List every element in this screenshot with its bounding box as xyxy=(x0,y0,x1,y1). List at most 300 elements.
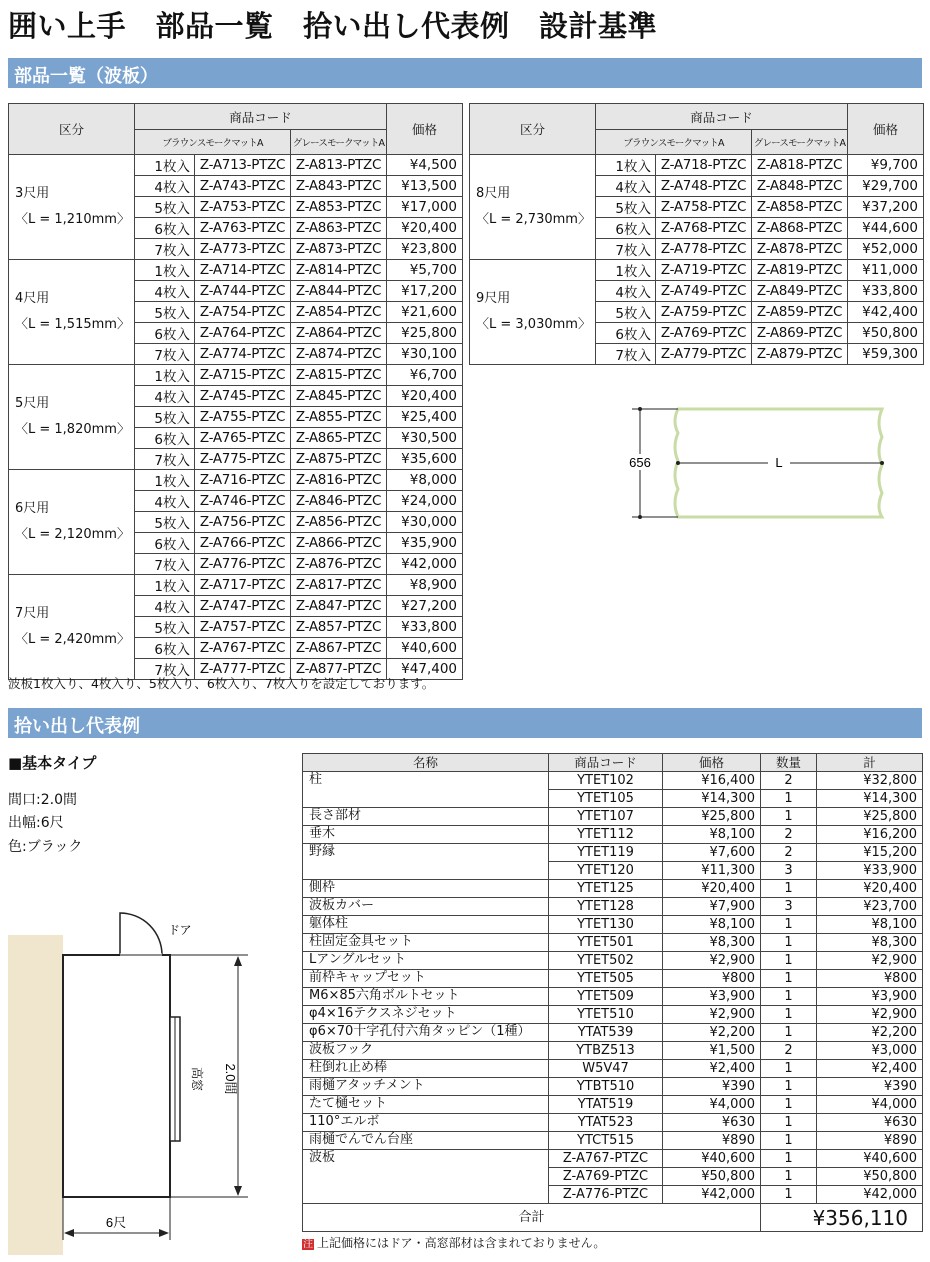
item-price: ¥800 xyxy=(663,970,761,988)
brown-code: Z-A718-PTZC xyxy=(656,155,752,176)
brown-code: Z-A766-PTZC xyxy=(195,533,291,554)
total-label: 合計 xyxy=(303,1204,761,1232)
item-code: YTAT523 xyxy=(549,1114,663,1132)
brown-code: Z-A747-PTZC xyxy=(195,596,291,617)
pack-count: 1枚入 xyxy=(135,365,195,386)
item-total: ¥50,800 xyxy=(817,1168,923,1186)
price: ¥33,800 xyxy=(848,281,924,302)
gray-code: Z-A819-PTZC xyxy=(752,260,848,281)
table-row xyxy=(9,155,463,176)
pack-count: 6枚入 xyxy=(135,218,195,239)
dim-dot xyxy=(676,461,680,465)
item-name: 長さ部材 xyxy=(303,808,549,826)
brown-code: Z-A773-PTZC xyxy=(195,239,291,260)
item-total: ¥14,300 xyxy=(817,790,923,808)
header-price: 価格 xyxy=(848,104,924,155)
brown-code: Z-A763-PTZC xyxy=(195,218,291,239)
brown-code: Z-A767-PTZC xyxy=(195,638,291,659)
price: ¥33,800 xyxy=(387,617,463,638)
pack-count: 1枚入 xyxy=(135,575,195,596)
total-row xyxy=(303,1204,923,1232)
item-code: YTET509 xyxy=(549,988,663,1006)
item-name: 柱 xyxy=(303,772,549,808)
item-qty: 2 xyxy=(761,772,817,790)
price: ¥44,600 xyxy=(848,218,924,239)
price: ¥35,600 xyxy=(387,449,463,470)
item-total: ¥2,900 xyxy=(817,952,923,970)
item-name: 110°エルボ xyxy=(303,1114,549,1132)
group-name: 3尺用 xyxy=(15,186,50,201)
price: ¥8,000 xyxy=(387,470,463,491)
item-qty: 1 xyxy=(761,1114,817,1132)
gray-code: Z-A853-PTZC xyxy=(291,197,387,218)
grand-total: ¥356,110 xyxy=(761,1204,923,1232)
item-price: ¥3,900 xyxy=(663,988,761,1006)
item-total: ¥2,900 xyxy=(817,1006,923,1024)
group-cell xyxy=(9,155,135,260)
price: ¥37,200 xyxy=(848,197,924,218)
item-price: ¥2,900 xyxy=(663,952,761,970)
item-qty: 2 xyxy=(761,1042,817,1060)
price: ¥5,700 xyxy=(387,260,463,281)
group-cell xyxy=(9,260,135,365)
items-header-total: 計 xyxy=(817,754,923,772)
price: ¥20,400 xyxy=(387,386,463,407)
item-total: ¥16,200 xyxy=(817,826,923,844)
pack-count: 7枚入 xyxy=(135,344,195,365)
brown-code: Z-A758-PTZC xyxy=(656,197,752,218)
group-length: 〈L = 1,210mm〉 xyxy=(15,212,130,227)
dim-dot xyxy=(638,407,642,411)
header-brown: ブラウンスモークマットA xyxy=(596,130,752,155)
header-product-code: 商品コード xyxy=(135,104,387,130)
item-code: YTBZ513 xyxy=(549,1042,663,1060)
item-qty: 1 xyxy=(761,1024,817,1042)
brown-code: Z-A717-PTZC xyxy=(195,575,291,596)
table-row xyxy=(303,1114,923,1132)
price: ¥30,500 xyxy=(387,428,463,449)
item-price: ¥40,600 xyxy=(663,1150,761,1168)
gray-code: Z-A858-PTZC xyxy=(752,197,848,218)
footnote-text: 上記価格にはドア・高窓部材は含まれておりません。 xyxy=(317,1236,606,1250)
footnote-mark: 注 xyxy=(303,1239,313,1250)
table-row xyxy=(303,880,923,898)
item-total: ¥42,000 xyxy=(817,1186,923,1204)
item-qty: 1 xyxy=(761,1060,817,1078)
price: ¥59,300 xyxy=(848,344,924,365)
group-length: 〈L = 1,515mm〉 xyxy=(15,317,130,332)
item-total: ¥40,600 xyxy=(817,1150,923,1168)
item-total: ¥32,800 xyxy=(817,772,923,790)
group-name: 6尺用 xyxy=(15,501,50,516)
item-qty: 1 xyxy=(761,1132,817,1150)
item-price: ¥16,400 xyxy=(663,772,761,790)
item-name: 波板 xyxy=(303,1150,549,1204)
item-qty: 1 xyxy=(761,880,817,898)
price: ¥8,900 xyxy=(387,575,463,596)
item-name: 柱固定金具セット xyxy=(303,934,549,952)
brown-code: Z-A714-PTZC xyxy=(195,260,291,281)
item-code: YTCT515 xyxy=(549,1132,663,1150)
price: ¥25,400 xyxy=(387,407,463,428)
brown-code: Z-A719-PTZC xyxy=(656,260,752,281)
brown-code: Z-A713-PTZC xyxy=(195,155,291,176)
pack-count: 5枚入 xyxy=(135,407,195,428)
pack-count: 7枚入 xyxy=(135,449,195,470)
price: ¥20,400 xyxy=(387,218,463,239)
gray-code: Z-A845-PTZC xyxy=(291,386,387,407)
price: ¥25,800 xyxy=(387,323,463,344)
table-row xyxy=(303,1078,923,1096)
table-row xyxy=(303,1150,923,1168)
gray-code: Z-A813-PTZC xyxy=(291,155,387,176)
item-code: Z-A767-PTZC xyxy=(549,1150,663,1168)
item-total: ¥800 xyxy=(817,970,923,988)
brown-code: Z-A774-PTZC xyxy=(195,344,291,365)
item-qty: 1 xyxy=(761,1168,817,1186)
group-length: 〈L = 2,120mm〉 xyxy=(15,527,130,542)
item-qty: 1 xyxy=(761,1078,817,1096)
item-qty: 1 xyxy=(761,1186,817,1204)
group-cell xyxy=(9,470,135,575)
price: ¥35,900 xyxy=(387,533,463,554)
pack-count: 4枚入 xyxy=(135,596,195,617)
items-header-name: 名称 xyxy=(303,754,549,772)
section-band-parts-list: 部品一覧（波板） xyxy=(8,58,922,88)
item-qty: 2 xyxy=(761,844,817,862)
arrow-down xyxy=(234,1186,242,1196)
table-row xyxy=(303,1006,923,1024)
pack-count: 4枚入 xyxy=(596,281,656,302)
window-label: 高窓 xyxy=(190,1066,204,1092)
brown-code: Z-A778-PTZC xyxy=(656,239,752,260)
item-price: ¥20,400 xyxy=(663,880,761,898)
table-row xyxy=(303,808,923,826)
gray-code: Z-A817-PTZC xyxy=(291,575,387,596)
item-code: YTET501 xyxy=(549,934,663,952)
enclosure-outline xyxy=(63,955,170,1197)
item-total: ¥15,200 xyxy=(817,844,923,862)
arrow-left xyxy=(64,1229,74,1237)
table-row xyxy=(303,844,923,862)
item-total: ¥890 xyxy=(817,1132,923,1150)
price: ¥47,400 xyxy=(387,659,463,680)
item-price: ¥7,600 xyxy=(663,844,761,862)
item-qty: 1 xyxy=(761,916,817,934)
brown-code: Z-A744-PTZC xyxy=(195,281,291,302)
group-cell xyxy=(9,575,135,680)
item-total: ¥8,300 xyxy=(817,934,923,952)
price: ¥30,000 xyxy=(387,512,463,533)
price: ¥30,100 xyxy=(387,344,463,365)
item-total: ¥33,900 xyxy=(817,862,923,880)
length-label: L xyxy=(775,455,783,470)
gray-code: Z-A864-PTZC xyxy=(291,323,387,344)
pack-count: 6枚入 xyxy=(135,638,195,659)
item-name: 雨樋でんでん台座 xyxy=(303,1132,549,1150)
item-code: YTET510 xyxy=(549,1006,663,1024)
brown-code: Z-A756-PTZC xyxy=(195,512,291,533)
item-qty: 1 xyxy=(761,988,817,1006)
brown-code: Z-A745-PTZC xyxy=(195,386,291,407)
dim-dot xyxy=(880,461,884,465)
gray-code: Z-A847-PTZC xyxy=(291,596,387,617)
pack-count: 5枚入 xyxy=(135,197,195,218)
price: ¥17,000 xyxy=(387,197,463,218)
brown-code: Z-A749-PTZC xyxy=(656,281,752,302)
item-qty: 2 xyxy=(761,826,817,844)
price: ¥29,700 xyxy=(848,176,924,197)
pack-count: 6枚入 xyxy=(135,323,195,344)
parts-table-right xyxy=(469,103,924,365)
item-name: Lアングルセット xyxy=(303,952,549,970)
item-name: 前枠キャップセット xyxy=(303,970,549,988)
item-name: 波板カバー xyxy=(303,898,549,916)
group-cell xyxy=(470,155,596,260)
header-product-code: 商品コード xyxy=(596,104,848,130)
price: ¥17,200 xyxy=(387,281,463,302)
brown-code: Z-A715-PTZC xyxy=(195,365,291,386)
section-band-pickup: 拾い出し代表例 xyxy=(8,708,922,738)
plan-diagram xyxy=(8,905,258,1255)
item-code: YTET119 xyxy=(549,844,663,862)
door-label: ドア xyxy=(168,923,192,937)
gray-code: Z-A854-PTZC xyxy=(291,302,387,323)
group-length: 〈L = 3,030mm〉 xyxy=(476,317,591,332)
price: ¥21,600 xyxy=(387,302,463,323)
price: ¥52,000 xyxy=(848,239,924,260)
pack-count: 5枚入 xyxy=(135,617,195,638)
brown-code: Z-A775-PTZC xyxy=(195,449,291,470)
gray-code: Z-A859-PTZC xyxy=(752,302,848,323)
item-qty: 1 xyxy=(761,934,817,952)
brown-code: Z-A759-PTZC xyxy=(656,302,752,323)
header-gray: グレースモークマットA xyxy=(752,130,848,155)
page-title: 囲い上手 部品一覧 拾い出し代表例 設計基準 xyxy=(8,9,658,43)
table-row xyxy=(9,260,463,281)
item-name: φ6×70十字孔付六角タッピン（1種） xyxy=(303,1024,549,1042)
table-row xyxy=(303,1132,923,1150)
table-row xyxy=(303,1042,923,1060)
pack-count: 4枚入 xyxy=(135,386,195,407)
price: ¥11,000 xyxy=(848,260,924,281)
brown-code: Z-A754-PTZC xyxy=(195,302,291,323)
item-qty: 1 xyxy=(761,808,817,826)
item-price: ¥1,500 xyxy=(663,1042,761,1060)
header-brown: ブラウンスモークマットA xyxy=(135,130,291,155)
pack-count: 1枚入 xyxy=(135,470,195,491)
table-row xyxy=(9,575,463,596)
pack-count: 7枚入 xyxy=(135,554,195,575)
gray-code: Z-A856-PTZC xyxy=(291,512,387,533)
pack-count: 7枚入 xyxy=(596,239,656,260)
item-name: 雨樋アタッチメント xyxy=(303,1078,549,1096)
items-table xyxy=(302,753,923,1232)
gray-code: Z-A873-PTZC xyxy=(291,239,387,260)
header-price: 価格 xyxy=(387,104,463,155)
item-price: ¥890 xyxy=(663,1132,761,1150)
brown-code: Z-A779-PTZC xyxy=(656,344,752,365)
price: ¥4,500 xyxy=(387,155,463,176)
item-code: YTET502 xyxy=(549,952,663,970)
dim-dot xyxy=(638,515,642,519)
item-code: YTBT510 xyxy=(549,1078,663,1096)
item-code: YTET130 xyxy=(549,916,663,934)
item-qty: 1 xyxy=(761,1150,817,1168)
height-label: 656 xyxy=(629,455,651,470)
item-code: YTET120 xyxy=(549,862,663,880)
gray-code: Z-A867-PTZC xyxy=(291,638,387,659)
item-price: ¥8,300 xyxy=(663,934,761,952)
table-row xyxy=(303,898,923,916)
item-name: 波板フック xyxy=(303,1042,549,1060)
brown-code: Z-A748-PTZC xyxy=(656,176,752,197)
gray-code: Z-A857-PTZC xyxy=(291,617,387,638)
item-total: ¥8,100 xyxy=(817,916,923,934)
item-price: ¥11,300 xyxy=(663,862,761,880)
brown-code: Z-A764-PTZC xyxy=(195,323,291,344)
item-price: ¥4,000 xyxy=(663,1096,761,1114)
items-header-qty: 数量 xyxy=(761,754,817,772)
item-price: ¥42,000 xyxy=(663,1186,761,1204)
pack-count: 1枚入 xyxy=(596,260,656,281)
side-label: 2.0間 xyxy=(223,1063,238,1095)
gray-code: Z-A874-PTZC xyxy=(291,344,387,365)
item-name: 野縁 xyxy=(303,844,549,880)
gray-code: Z-A869-PTZC xyxy=(752,323,848,344)
item-code: YTAT519 xyxy=(549,1096,663,1114)
brown-code: Z-A768-PTZC xyxy=(656,218,752,239)
gray-code: Z-A866-PTZC xyxy=(291,533,387,554)
table-row xyxy=(303,934,923,952)
parts-table-left xyxy=(8,103,463,680)
pack-count: 6枚入 xyxy=(596,218,656,239)
spec-width: 間口:2.0間 xyxy=(8,792,77,808)
group-name: 4尺用 xyxy=(15,291,50,306)
item-price: ¥7,900 xyxy=(663,898,761,916)
group-name: 8尺用 xyxy=(476,186,511,201)
table-row xyxy=(303,1024,923,1042)
item-code: YTET112 xyxy=(549,826,663,844)
pack-count: 1枚入 xyxy=(135,155,195,176)
gray-code: Z-A844-PTZC xyxy=(291,281,387,302)
pack-count: 1枚入 xyxy=(135,260,195,281)
item-qty: 1 xyxy=(761,790,817,808)
price: ¥13,500 xyxy=(387,176,463,197)
gray-code: Z-A816-PTZC xyxy=(291,470,387,491)
pack-count: 4枚入 xyxy=(135,491,195,512)
footnote xyxy=(302,1234,605,1251)
item-qty: 3 xyxy=(761,862,817,880)
item-code: YTET107 xyxy=(549,808,663,826)
pack-count: 7枚入 xyxy=(135,659,195,680)
pack-count: 4枚入 xyxy=(135,281,195,302)
gray-code: Z-A868-PTZC xyxy=(752,218,848,239)
table-row xyxy=(303,826,923,844)
gray-code: Z-A848-PTZC xyxy=(752,176,848,197)
group-length: 〈L = 2,420mm〉 xyxy=(15,632,130,647)
price: ¥6,700 xyxy=(387,365,463,386)
gray-code: Z-A846-PTZC xyxy=(291,491,387,512)
spec-color: 色:ブラック xyxy=(8,839,83,855)
pack-count: 4枚入 xyxy=(596,176,656,197)
table-row xyxy=(303,916,923,934)
header-category: 区分 xyxy=(470,104,596,155)
brown-code: Z-A746-PTZC xyxy=(195,491,291,512)
item-price: ¥8,100 xyxy=(663,916,761,934)
item-name: 躯体柱 xyxy=(303,916,549,934)
item-total: ¥23,700 xyxy=(817,898,923,916)
table-row xyxy=(9,470,463,491)
group-cell xyxy=(470,260,596,365)
item-total: ¥25,800 xyxy=(817,808,923,826)
existing-wall xyxy=(8,935,63,1255)
item-code: Z-A776-PTZC xyxy=(549,1186,663,1204)
group-length: 〈L = 2,730mm〉 xyxy=(476,212,591,227)
brown-code: Z-A753-PTZC xyxy=(195,197,291,218)
item-code: YTET102 xyxy=(549,772,663,790)
table-row xyxy=(470,155,924,176)
item-code: Z-A769-PTZC xyxy=(549,1168,663,1186)
item-price: ¥390 xyxy=(663,1078,761,1096)
brown-code: Z-A777-PTZC xyxy=(195,659,291,680)
item-total: ¥20,400 xyxy=(817,880,923,898)
item-name: 側枠 xyxy=(303,880,549,898)
price: ¥9,700 xyxy=(848,155,924,176)
gray-code: Z-A815-PTZC xyxy=(291,365,387,386)
pack-count: 1枚入 xyxy=(596,155,656,176)
gray-code: Z-A876-PTZC xyxy=(291,554,387,575)
item-total: ¥2,400 xyxy=(817,1060,923,1078)
item-name: たて樋セット xyxy=(303,1096,549,1114)
item-code: YTET505 xyxy=(549,970,663,988)
brown-code: Z-A716-PTZC xyxy=(195,470,291,491)
item-total: ¥2,200 xyxy=(817,1024,923,1042)
pack-count: 6枚入 xyxy=(135,533,195,554)
gray-code: Z-A879-PTZC xyxy=(752,344,848,365)
item-qty: 1 xyxy=(761,1006,817,1024)
item-name: M6×85六角ボルトセット xyxy=(303,988,549,1006)
item-qty: 1 xyxy=(761,952,817,970)
item-name: 垂木 xyxy=(303,826,549,844)
arrow-up xyxy=(234,956,242,966)
gray-code: Z-A875-PTZC xyxy=(291,449,387,470)
spec-depth: 出幅:6尺 xyxy=(8,815,64,831)
pack-count: 4枚入 xyxy=(135,176,195,197)
table-row xyxy=(470,260,924,281)
group-name: 7尺用 xyxy=(15,606,50,621)
item-price: ¥14,300 xyxy=(663,790,761,808)
header-gray: グレースモークマットA xyxy=(291,130,387,155)
pack-count: 7枚入 xyxy=(135,239,195,260)
items-header-price: 価格 xyxy=(663,754,761,772)
table-row xyxy=(303,772,923,790)
price: ¥27,200 xyxy=(387,596,463,617)
basic-type-heading: ■基本タイプ xyxy=(8,754,97,772)
brown-code: Z-A769-PTZC xyxy=(656,323,752,344)
item-code: YTET128 xyxy=(549,898,663,916)
item-price: ¥2,200 xyxy=(663,1024,761,1042)
item-qty: 1 xyxy=(761,1096,817,1114)
table-row xyxy=(303,1060,923,1078)
pack-count: 5枚入 xyxy=(135,512,195,533)
item-price: ¥8,100 xyxy=(663,826,761,844)
price: ¥24,000 xyxy=(387,491,463,512)
gray-code: Z-A855-PTZC xyxy=(291,407,387,428)
table-row xyxy=(303,988,923,1006)
price: ¥42,000 xyxy=(387,554,463,575)
gray-code: Z-A877-PTZC xyxy=(291,659,387,680)
